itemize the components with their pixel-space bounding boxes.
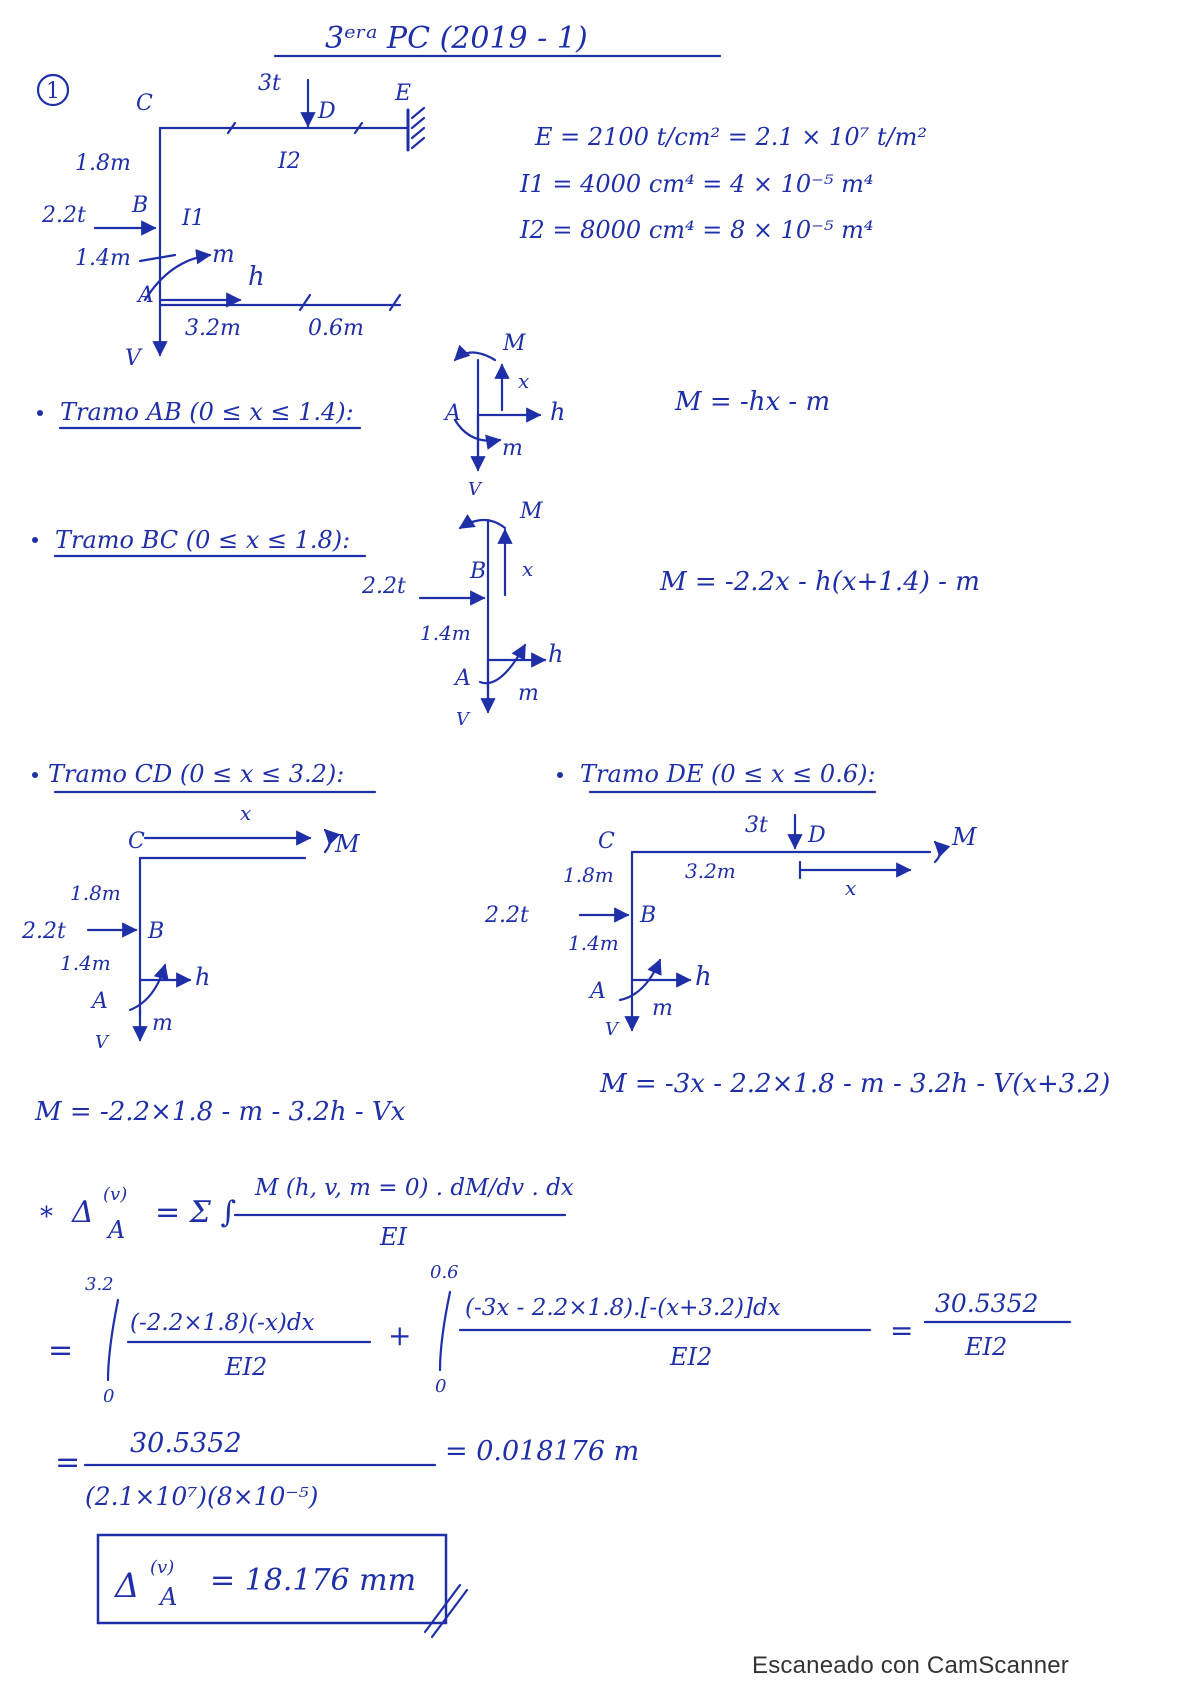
node-d-label: D bbox=[318, 99, 336, 124]
delta-symbol: Δ bbox=[72, 1195, 94, 1230]
section-ab-equation: M = -hx - m bbox=[675, 387, 831, 417]
integral-sign-1 bbox=[108, 1300, 118, 1380]
fbd-bc-a-label: A bbox=[455, 666, 471, 691]
fbd-de-load-side-label: 2.2t bbox=[485, 903, 529, 928]
fbd-bc-load-label: 2.2t bbox=[362, 574, 406, 599]
fbd-cd bbox=[21, 801, 361, 1053]
integral-sign-2 bbox=[440, 1292, 450, 1370]
scanner-watermark: Escaneado con CamScanner bbox=[752, 1652, 1069, 1679]
node-b-label: B bbox=[132, 193, 149, 218]
section-ab-title: Tramo AB (0 ≤ x ≤ 1.4): bbox=[60, 398, 354, 426]
fbd-de-b-label: B bbox=[640, 903, 657, 928]
reaction-m-arrow bbox=[145, 255, 210, 300]
fbd-bc-b-label: B bbox=[470, 559, 487, 584]
fbd-ab-h-label: h bbox=[550, 398, 566, 426]
answer-superscript: (v) bbox=[150, 1557, 175, 1578]
integrand-denominator: EI bbox=[380, 1223, 407, 1251]
length-cb-label: 1.8m bbox=[75, 151, 131, 176]
star-marker: * bbox=[40, 1202, 53, 1232]
property-e: E = 2100 t/cm² = 2.1 × 10⁷ t/m² bbox=[535, 123, 927, 151]
fbd-de-moment-label: m bbox=[652, 996, 673, 1021]
term-1-numerator: (-2.2×1.8)(-x)dx bbox=[130, 1310, 315, 1336]
section-cd-equation: M = -2.2×1.8 - m - 3.2h - Vx bbox=[35, 1097, 406, 1127]
fbd-ab-a-label: A bbox=[445, 401, 461, 426]
integral-1-lower-limit: 0 bbox=[103, 1386, 115, 1407]
section-bc-title: Tramo BC (0 ≤ x ≤ 1.8): bbox=[55, 526, 351, 554]
section-cd-title: Tramo CD (0 ≤ x ≤ 3.2): bbox=[48, 760, 345, 788]
integral-2-lower-limit: 0 bbox=[435, 1376, 447, 1397]
term-1-denominator: EI2 bbox=[225, 1353, 268, 1381]
i1-label: I1 bbox=[182, 206, 205, 231]
numeric-result-value: = 0.018176 m bbox=[445, 1436, 640, 1467]
integral-1-upper-limit: 3.2 bbox=[85, 1274, 114, 1295]
sum-integral: = Σ ∫ bbox=[155, 1195, 237, 1230]
fbd-cd-b-label: B bbox=[148, 919, 165, 944]
length-ba-label: 1.4m bbox=[75, 246, 131, 271]
bullet bbox=[37, 410, 43, 416]
result-numerator: 30.5352 bbox=[935, 1289, 1039, 1318]
term-2-denominator: EI2 bbox=[670, 1343, 713, 1371]
equals-sign: = bbox=[48, 1333, 74, 1368]
end-mark bbox=[432, 1590, 467, 1637]
fbd-de-len-ba-label: 1.4m bbox=[568, 931, 619, 955]
fbd-ab bbox=[443, 331, 565, 500]
length-de-label: 0.6m bbox=[308, 316, 364, 341]
delta-superscript: (v) bbox=[103, 1184, 128, 1205]
section-de-equation: M = -3x - 2.2×1.8 - m - 3.2h - V(x+3.2) bbox=[600, 1069, 1111, 1099]
reaction-v-label: V bbox=[125, 346, 141, 371]
tick-e bbox=[390, 295, 400, 310]
page-title: 3ᵉʳᵃ PC (2019 - 1) bbox=[325, 21, 588, 56]
fbd-ab-v-label: V bbox=[468, 479, 481, 500]
fbd-cd-len-ba-label: 1.4m bbox=[60, 951, 111, 975]
answer-delta-symbol: Δ bbox=[115, 1566, 140, 1606]
fbd-cd-h-label: h bbox=[195, 963, 211, 991]
fbd-bc-x-label: x bbox=[522, 557, 534, 581]
reaction-m-label: m bbox=[212, 240, 235, 268]
load-3t-label: 3t bbox=[258, 71, 281, 96]
fbd-ab-m-label: M bbox=[503, 331, 526, 356]
tick-d bbox=[300, 295, 310, 310]
fbd-de-h-label: h bbox=[695, 962, 712, 992]
fbd-de-m-label: M bbox=[952, 823, 977, 851]
fbd-bc-moment-label: m bbox=[518, 681, 539, 706]
fbd-ab-moment-label: m bbox=[502, 436, 523, 461]
fbd-de-load-top-label: 3t bbox=[745, 813, 768, 838]
load-2-2t-label: 2.2t bbox=[42, 203, 86, 228]
fbd-cd-len-cb-label: 1.8m bbox=[70, 881, 121, 905]
property-i1: I1 = 4000 cm⁴ = 4 × 10⁻⁵ m⁴ bbox=[520, 170, 874, 198]
fbd-bc-m-label: M bbox=[520, 499, 543, 524]
numeric-numerator: 30.5352 bbox=[130, 1428, 242, 1459]
integral-evaluation bbox=[48, 1262, 1070, 1407]
i2-label: I2 bbox=[278, 149, 301, 174]
plus-sign: + bbox=[388, 1319, 412, 1352]
equals-sign: = bbox=[55, 1445, 81, 1480]
integral-2-upper-limit: 0.6 bbox=[430, 1262, 459, 1283]
numeric-denominator: (2.1×10⁷)(8×10⁻⁵) bbox=[85, 1482, 319, 1511]
answer-subscript: A bbox=[160, 1583, 178, 1611]
fbd-de bbox=[484, 813, 978, 1040]
support-hatching bbox=[412, 108, 424, 148]
structure-diagram bbox=[41, 71, 424, 371]
node-c-label: C bbox=[136, 91, 153, 116]
length-cd-label: 3.2m bbox=[185, 316, 241, 341]
problem-number: 1 bbox=[46, 79, 60, 104]
fbd-bc-len-label: 1.4m bbox=[420, 621, 471, 645]
fbd-cd-a-label: A bbox=[92, 989, 108, 1014]
fbd-bc bbox=[361, 499, 563, 730]
node-a-label: A bbox=[138, 283, 154, 308]
fbd-cd-v-label: V bbox=[95, 1032, 108, 1053]
fbd-de-len-cd-label: 3.2m bbox=[685, 859, 736, 883]
fbd-cd-x-label: x bbox=[240, 801, 252, 825]
numeric-result bbox=[55, 1428, 639, 1511]
section-de-title: Tramo DE (0 ≤ x ≤ 0.6): bbox=[580, 760, 876, 788]
result-denominator: EI2 bbox=[965, 1333, 1008, 1361]
equals-sign: = bbox=[890, 1314, 914, 1347]
property-i2: I2 = 8000 cm⁴ = 8 × 10⁻⁵ m⁴ bbox=[520, 216, 874, 244]
fbd-de-a-label: A bbox=[590, 979, 606, 1004]
end-mark bbox=[425, 1585, 460, 1632]
virtual-work-formula bbox=[40, 1175, 574, 1251]
final-answer bbox=[98, 1535, 467, 1637]
bullet bbox=[32, 772, 38, 778]
fbd-de-v-label: V bbox=[605, 1019, 618, 1040]
fbd-bc-v-label: V bbox=[456, 709, 469, 730]
fbd-cd-moment-label: m bbox=[152, 1011, 173, 1036]
bullet bbox=[32, 537, 38, 543]
bullet bbox=[557, 772, 563, 778]
section-bc-equation: M = -2.2x - h(x+1.4) - m bbox=[660, 567, 980, 597]
fbd-cd-load-label: 2.2t bbox=[22, 919, 66, 944]
integrand-numerator: M (h, v, m = 0) . dM/dv . dx bbox=[255, 1175, 574, 1201]
tick-b-a bbox=[140, 255, 175, 261]
reaction-h-label: h bbox=[248, 262, 265, 292]
fbd-de-len-cb-label: 1.8m bbox=[563, 863, 614, 887]
fbd-cd-c-label: C bbox=[128, 829, 145, 854]
delta-subscript: A bbox=[108, 1216, 126, 1244]
fbd-bc-h-label: h bbox=[548, 640, 564, 668]
fbd-de-c-label: C bbox=[598, 829, 615, 854]
node-e-label: E bbox=[395, 81, 412, 106]
fbd-de-x-label: x bbox=[845, 876, 857, 900]
fbd-cd-m-label: M bbox=[335, 830, 360, 858]
term-2-numerator: (-3x - 2.2×1.8).[-(x+3.2)]dx bbox=[465, 1295, 781, 1321]
fbd-ab-x-label: x bbox=[518, 369, 530, 393]
fbd-de-d-label: D bbox=[808, 823, 826, 848]
answer-value: = 18.176 mm bbox=[210, 1563, 417, 1598]
